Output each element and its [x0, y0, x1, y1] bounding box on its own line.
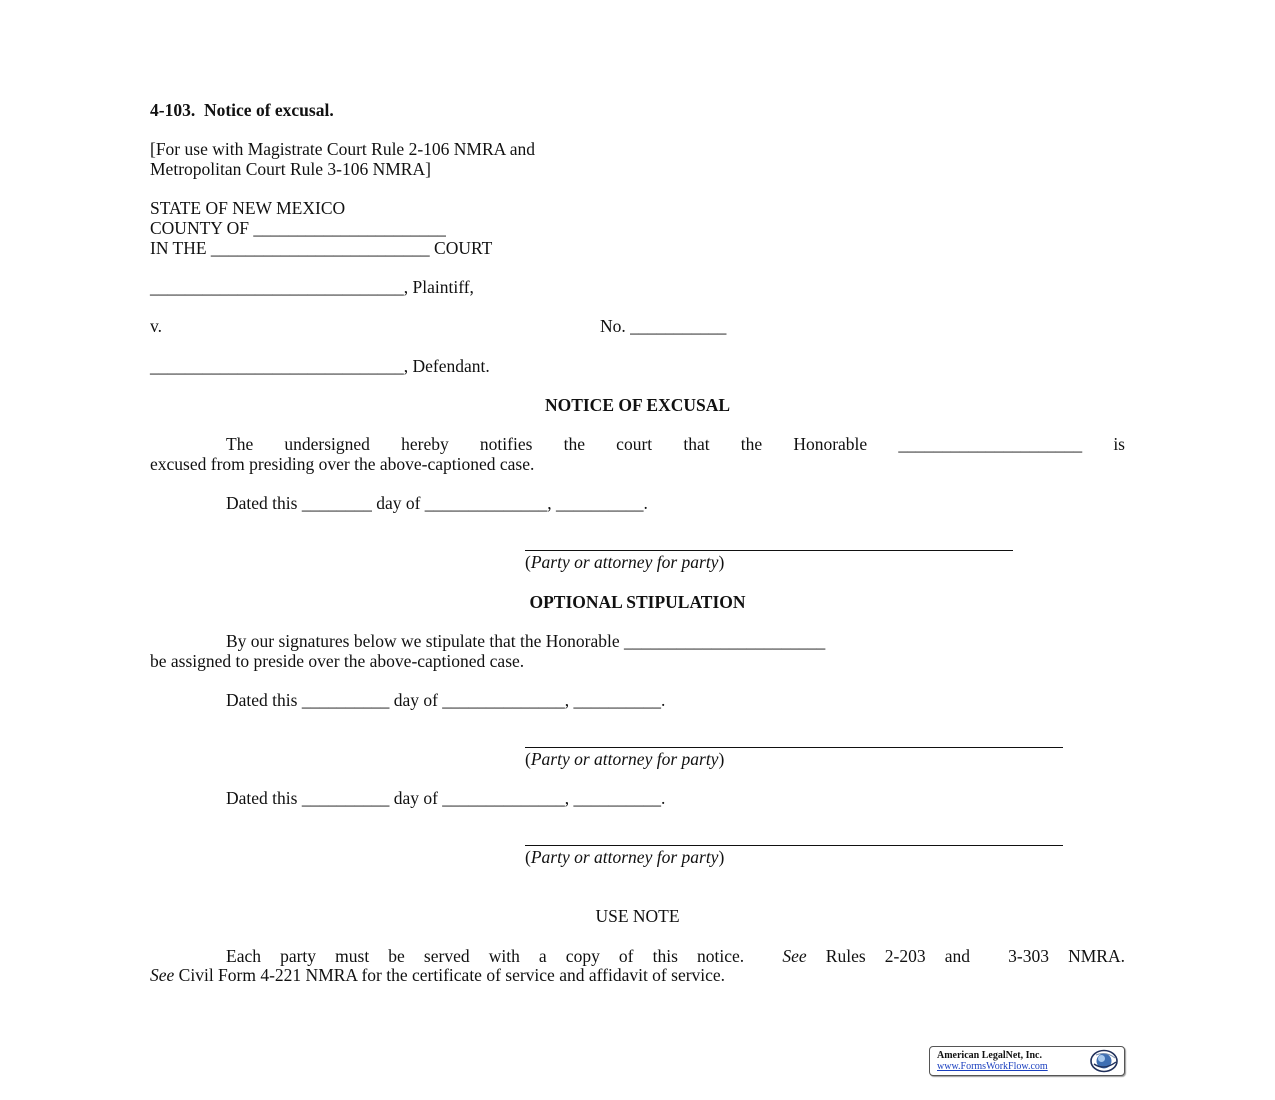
stipulation-title: OPTIONAL STIPULATION	[529, 592, 746, 612]
notice-body-line-1: The undersigned hereby notifies the court that the Honorable _____________________ is	[226, 434, 1125, 454]
stipulation-signature-label-1: (Party or attorney for party)	[525, 749, 725, 769]
stipulation-dated-2: Dated this __________ day of ______________, __________.	[226, 788, 666, 808]
stipulation-signature-line-1	[525, 747, 1063, 748]
notice-title: NOTICE OF EXCUSAL	[544, 395, 731, 415]
notice-signature-label: (Party or attorney for party)	[525, 552, 725, 572]
use-note-line-1: Each party must be served with a copy of this notice. See Rules 2-203 and 3-303 NMRA.	[226, 946, 1125, 966]
caption-state: STATE OF NEW MEXICO	[150, 198, 346, 218]
caption-county: COUNTY OF ______________________	[150, 218, 446, 238]
notice-body-line-2: excused from presiding over the above-captioned case.	[150, 454, 535, 474]
notice-signature-line	[525, 550, 1013, 551]
stipulation-body-line-1: By our signatures below we stipulate that the Honorable _______________________	[226, 631, 826, 651]
caption-defendant: _____________________________, Defendant.	[150, 356, 490, 376]
form-heading: 4-103. Notice of excusal.	[150, 100, 334, 120]
caption-versus: v.	[150, 316, 162, 336]
caption-plaintiff: _____________________________, Plaintiff,	[150, 277, 474, 297]
stipulation-body-line-2: be assigned to preside over the above-captioned case.	[150, 651, 525, 671]
stipulation-signature-line-2	[525, 845, 1063, 846]
american-legalnet-badge[interactable]	[929, 1046, 1125, 1076]
stipulation-signature-label-2: (Party or attorney for party)	[525, 847, 725, 867]
caption-case-number: No. ___________	[600, 316, 727, 336]
globe-logo-icon	[1086, 1049, 1120, 1073]
badge-url-link[interactable]: www.FormsWorkFlow.com	[937, 1061, 1048, 1072]
use-line-2: Metropolitan Court Rule 3-106 NMRA]	[150, 159, 431, 179]
badge-company-name: American LegalNet, Inc.	[937, 1050, 1042, 1061]
stipulation-dated-1: Dated this __________ day of ______________, __________.	[226, 690, 666, 710]
notice-dated: Dated this ________ day of ______________, __________.	[226, 493, 648, 513]
use-line-1: [For use with Magistrate Court Rule 2-106 NMRA and	[150, 139, 535, 159]
caption-court: IN THE _________________________ COURT	[150, 238, 493, 258]
use-note-line-2: See Civil Form 4-221 NMRA for the certificate of service and affidavit of service.	[150, 965, 726, 985]
use-note-title: USE NOTE	[595, 906, 680, 926]
